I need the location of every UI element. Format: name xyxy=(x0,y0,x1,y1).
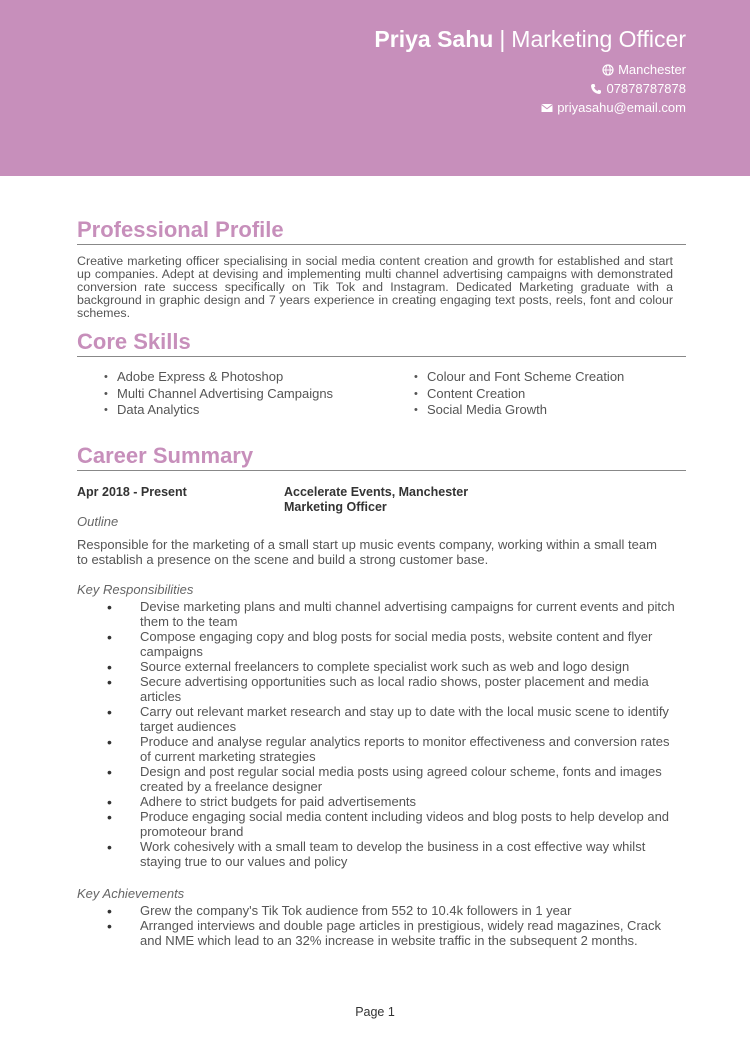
location-text: Manchester xyxy=(618,62,686,77)
page-number: Page 1 xyxy=(355,1005,395,1019)
achievements-list xyxy=(140,903,680,948)
contact-phone xyxy=(590,81,686,96)
globe-icon xyxy=(602,64,614,76)
skills-list-left xyxy=(104,369,333,419)
envelope-icon xyxy=(541,102,553,114)
list-item: • Design and post regular social media posts using agreed colour scheme, fonts and images created by a freelance designer xyxy=(140,764,680,794)
list-item: • Work cohesively with a small team to develop the business in a cost effective way whilst staying true to our values and policy xyxy=(140,839,680,869)
list-item: • Grew the company's Tik Tok audience from 552 to 10.4k followers in 1 year xyxy=(140,903,680,918)
contact-email xyxy=(541,100,686,115)
outline-text: Responsible for the marketing of a small start up music events company, working within a small team to establish a presence on the scene and build a strong customer base. xyxy=(77,537,657,567)
skill-item: • Data Analytics xyxy=(104,402,333,419)
header-banner xyxy=(0,0,750,176)
page-title xyxy=(374,26,686,53)
profile-heading: Professional Profile xyxy=(77,218,686,245)
outline-label: Outline xyxy=(77,514,119,529)
skill-item: • Multi Channel Advertising Campaigns xyxy=(104,386,333,403)
achievements-label: Key Achievements xyxy=(77,886,185,901)
skills-heading: Core Skills xyxy=(77,330,686,357)
phone-text: 07878787878 xyxy=(606,81,686,96)
list-item: • Arranged interviews and double page articles in prestigious, widely read magazines, Crack and NME which lead to an 32% increase in website traffic in the subsequent 2 months. xyxy=(140,918,680,948)
list-item: • Source external freelancers to complete specialist work such as web and logo design xyxy=(140,659,680,674)
profile-text: Creative marketing officer specialising in social media content creation and growth for established and start up companies. Adept at devising and implementing multi channel advertising campaigns with demonstrated conversion rate success specifically on Tik Tok and Instagram. Dedicated Marketing graduate with a background in graphic design and 7 years experience in creating engaging text posts, reels, font and colour schemes. xyxy=(77,254,673,320)
candidate-name: Priya Sahu xyxy=(374,26,494,52)
job-company: Accelerate Events, Manchester xyxy=(284,485,469,499)
responsibilities-label: Key Responsibilities xyxy=(77,582,194,597)
contact-location xyxy=(602,62,686,77)
phone-icon xyxy=(590,83,602,95)
responsibilities-list xyxy=(140,599,680,869)
skill-item: • Adobe Express & Photoshop xyxy=(104,369,333,386)
email-text: priyasahu@email.com xyxy=(557,100,686,115)
list-item: • Compose engaging copy and blog posts for social media posts, website content and flyer campaigns xyxy=(140,629,680,659)
list-item: • Secure advertising opportunities such as local radio shows, poster placement and media articles xyxy=(140,674,680,704)
skill-item: • Colour and Font Scheme Creation xyxy=(414,369,624,386)
skill-item: • Social Media Growth xyxy=(414,402,624,419)
job-dates: Apr 2018 - Present xyxy=(77,485,187,499)
job-role: Marketing Officer xyxy=(284,500,387,514)
list-item: • Produce engaging social media content including videos and blog posts to help develop and promoteour brand xyxy=(140,809,680,839)
list-item: • Carry out relevant market research and stay up to date with the local music scene to identify target audiences xyxy=(140,704,680,734)
title-separator: | xyxy=(499,26,506,52)
list-item: • Devise marketing plans and multi channel advertising campaigns for current events and pitch them to the team xyxy=(140,599,680,629)
career-heading: Career Summary xyxy=(77,444,686,471)
list-item: • Produce and analyse regular analytics reports to monitor effectiveness and conversion rates of current marketing strategies xyxy=(140,734,680,764)
skill-item: • Content Creation xyxy=(414,386,624,403)
job-title: Marketing Officer xyxy=(511,26,686,52)
skills-list-right xyxy=(414,369,624,419)
list-item: • Adhere to strict budgets for paid advertisements xyxy=(140,794,680,809)
